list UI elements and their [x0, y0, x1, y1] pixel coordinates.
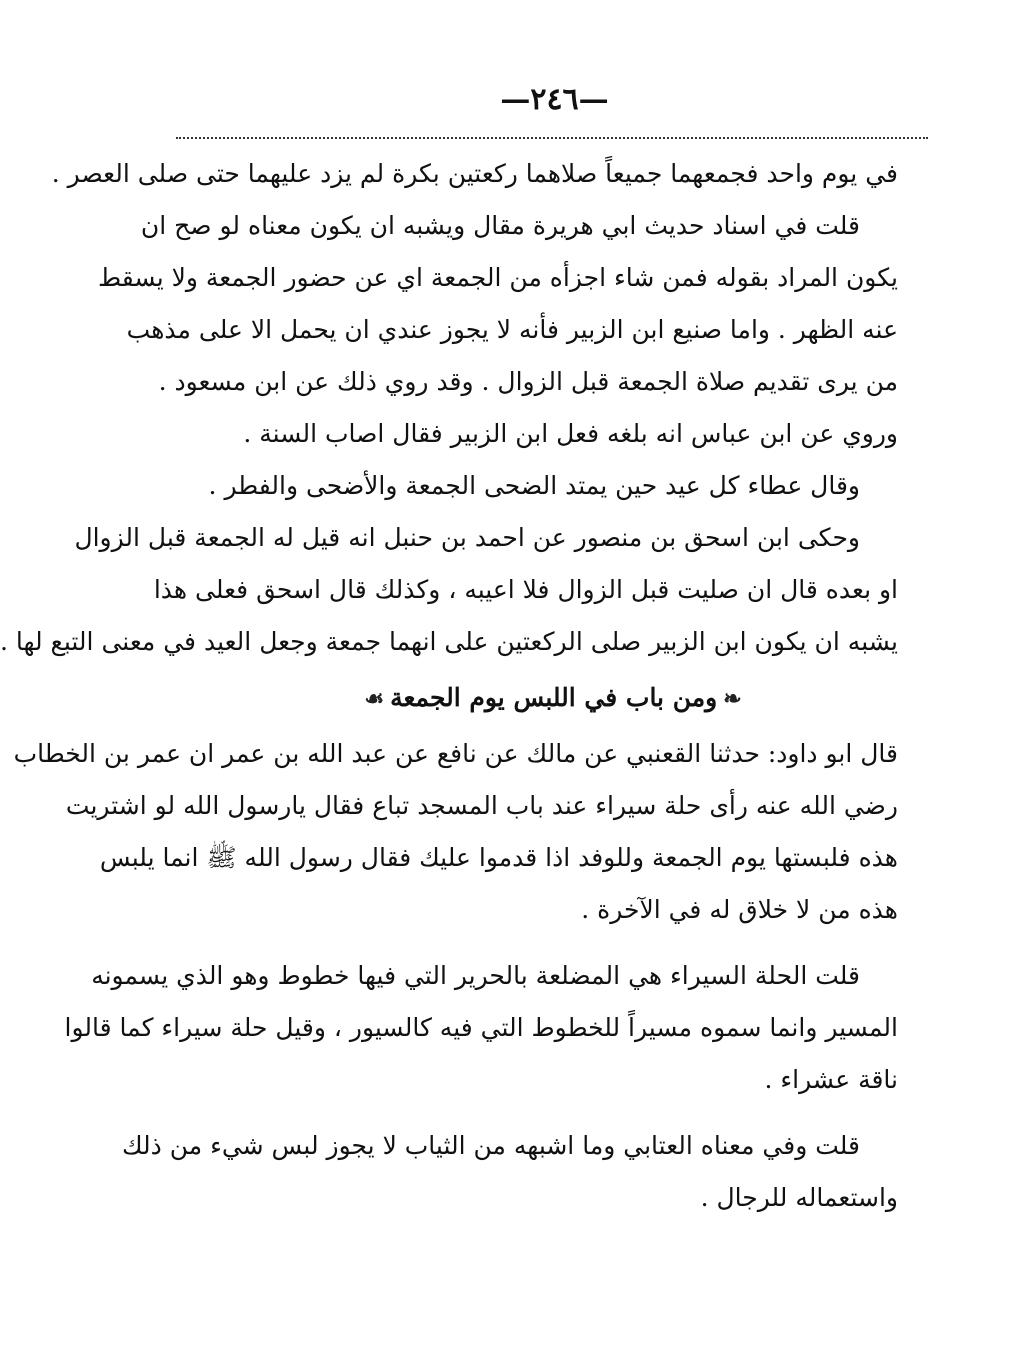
text-line: المسير وانما سموه مسيراً للخطوط التي فيه كالسيور ، وقيل حلة سيراء كما قالوا: [64, 1013, 898, 1042]
text-line: او بعده قال ان صليت قبل الزوال فلا اعيبه ، وكذلك قال اسحق فعلى هذا: [153, 575, 898, 604]
text-line: عنه الظهر . واما صنيع ابن الزبير فأنه لا يجوز عندي ان يحمل الا على مذهب: [126, 315, 898, 344]
text-line: قلت الحلة السيراء هي المضلعة بالحرير التي فيها خطوط وهو الذي يسمونه: [91, 961, 860, 990]
text-line: رضي الله عنه رأى حلة سيراء عند باب المسجد تباع فقال يارسول الله لو اشتريت: [65, 791, 898, 820]
ornament-icon: ☙: [364, 686, 385, 712]
text-line: قلت في اسناد حديث ابي هريرة مقال ويشبه ان يكون معناه لو صح ان: [140, 211, 860, 240]
text-line: وروي عن ابن عباس انه بلغه فعل ابن الزبير فقال اصاب السنة .: [243, 419, 898, 448]
text-line: واستعماله للرجال .: [700, 1183, 898, 1212]
section-heading-text: ومن باب في اللبس يوم الجمعة: [390, 683, 718, 712]
ornament-icon: ❧: [723, 686, 742, 712]
text-line: يكون المراد بقوله فمن شاء اجزأه من الجمعة اي عن حضور الجمعة ولا يسقط: [98, 263, 898, 292]
text-line: هذه فلبستها يوم الجمعة وللوفد اذا قدموا عليك فقال رسول الله ﷺ انما يلبس: [99, 843, 898, 872]
text-line: هذه من لا خلاق له في الآخرة .: [581, 895, 898, 924]
text-line: قال ابو داود: حدثنا القعنبي عن مالك عن نافع عن عبد الله بن عمر ان عمر بن الخطاب: [13, 739, 898, 768]
text-line: وقال عطاء كل عيد حين يمتد الضحى الجمعة والأضحى والفطر .: [208, 471, 860, 500]
section-heading: [208, 668, 898, 728]
text-line: في يوم واحد فجمعهما جميعاً صلاهما ركعتين بكرة لم يزد عليهما حتى صلى العصر .: [51, 159, 898, 188]
text-line: يشبه ان يكون ابن الزبير صلى الركعتين على انهما جمعة وجعل العيد في معنى التبع لها .: [0, 627, 898, 656]
header-dotted-rule: [176, 137, 928, 139]
body-text: [0, 148, 898, 1224]
text-line: وحكى ابن اسحق بن منصور عن احمد بن حنبل انه قيل له الجمعة قبل الزوال: [74, 523, 860, 552]
text-line: قلت وفي معناه العتابي وما اشبهه من الثياب لا يجوز لبس شيء من ذلك: [121, 1131, 860, 1160]
text-line: من يرى تقديم صلاة الجمعة قبل الزوال . وقد روي ذلك عن ابن مسعود .: [158, 367, 898, 396]
page-number: —٢٤٦—: [500, 82, 609, 117]
text-line: ناقة عشراء .: [764, 1065, 898, 1094]
